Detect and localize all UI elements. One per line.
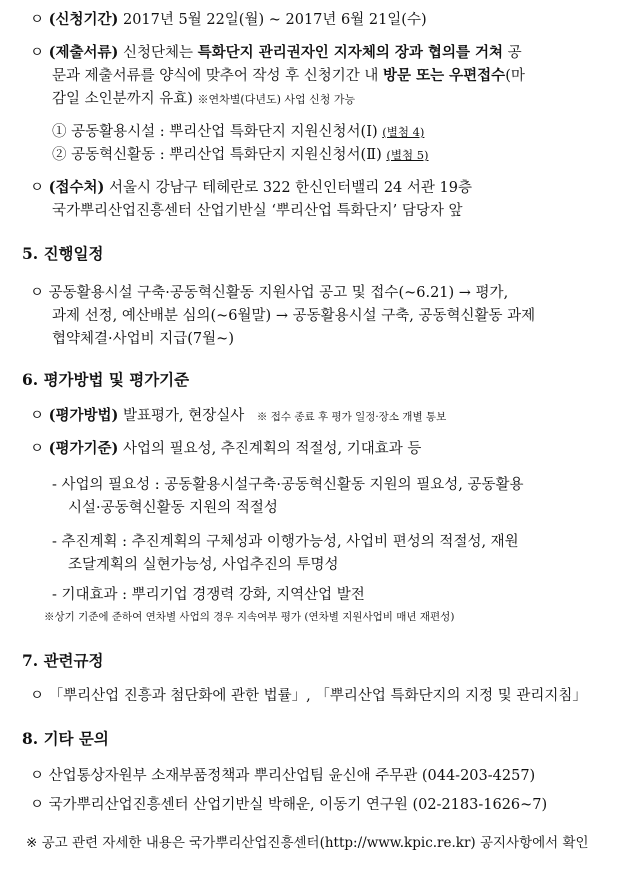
bullet-circle-icon: ㅇ <box>30 768 45 784</box>
reference-mark-icon: ※ <box>26 835 38 851</box>
item-documents-line3: 감일 소인분까지 유효) ※연차별(다년도) 사업 신청 가능 <box>52 91 356 107</box>
bullet-circle-icon: ㅇ <box>30 797 45 813</box>
bullet-circle-icon: ㅇ <box>30 12 45 28</box>
contact-ministry: ㅇ 산업통상자원부 소재부품정책과 뿌리산업팀 윤신애 주무관 (044-203-4257) <box>30 768 536 784</box>
evaluation-method: ㅇ (평가방법) 발표평가, 현장실사 ※ 접수 종료 후 평가 일정·장소 개별 통보 <box>30 407 447 424</box>
schedule-line2: 과제 선정, 예산배분 심의(~6월말) → 공동활용시설 구축, 공동혁신활동 과제 <box>52 308 536 324</box>
criteria-effect: - 기대효과 : 뿌리기업 경쟁력 강화, 지역산업 발전 <box>52 587 365 603</box>
item-label: (신청기간) <box>48 11 119 28</box>
item-text: 2017년 5월 22일(월) ~ 2017년 6월 21일(수) <box>122 12 427 28</box>
item-submission-place-line1: ㅇ (접수처) 서울시 강남구 테헤란로 322 한신인터밸리 24 서관 19층 <box>30 179 472 196</box>
section-heading-regulations: 7. 관련규정 <box>22 651 104 670</box>
regulations-item: ㅇ 「뿌리산업 진흥과 첨단화에 관한 법률」, 「뿌리산업 특화단지의 지정 및 관리지침」 <box>30 688 587 704</box>
criteria-footnote: ※상기 기준에 준하여 연차별 사업의 경우 지속여부 평가 (연차별 지원사업비 매년 재편성) <box>44 611 455 623</box>
bullet-circle-icon: ㅇ <box>30 45 45 61</box>
schedule-line1: ㅇ 공동활용시설 구축·공동혁신활동 지원사업 공고 및 접수(~6.21) → 평가, <box>30 285 509 301</box>
sub-item-joint-facility: ① 공동활용시설 : 뿌리산업 특화단지 지원신청서(Ⅰ) (별첨 4) <box>52 124 425 140</box>
criteria-necessity-line1: - 사업의 필요성 : 공동활용시설구축·공동혁신활동 지원의 필요성, 공동활용 <box>52 477 524 493</box>
item-documents-line1: ㅇ (제출서류) 신청단체는 특화단지 관리권자인 지자체의 장과 협의를 거쳐 공 <box>30 44 522 61</box>
item-submission-place-line2: 국가뿌리산업진흥센터 산업기반실 ‘뿌리산업 특화단지’ 담당자 앞 <box>52 203 463 219</box>
bullet-circle-icon: ㅇ <box>30 688 45 704</box>
item-label: (제출서류) <box>48 44 119 61</box>
item-application-period <box>30 10 427 30</box>
section-heading-inquiries: 8. 기타 문의 <box>22 729 109 748</box>
bullet-circle-icon: ㅇ <box>30 285 45 301</box>
section-heading-evaluation: 6. 평가방법 및 평가기준 <box>22 370 190 389</box>
bullet-circle-icon: ㅇ <box>30 441 45 457</box>
final-note: ※ 공고 관련 자세한 내용은 국가뿌리산업진흥센터(http://www.kpic.re.kr) 공지사항에서 확인 <box>26 835 589 851</box>
evaluation-criteria: ㅇ (평가기준) 사업의 필요성, 추진계획의 적절성, 기대효과 등 <box>30 440 422 457</box>
criteria-plan-line1: - 추진계획 : 추진계획의 구체성과 이행가능성, 사업비 편성의 적절성, 재원 <box>52 534 519 550</box>
schedule-line3: 협약체결·사업비 지급(7월~) <box>52 331 234 347</box>
attachment-link[interactable]: (별첨 4) <box>382 125 425 139</box>
bullet-circle-icon: ㅇ <box>30 408 45 424</box>
criteria-plan-line2: 조달계획의 실현가능성, 사업추진의 투명성 <box>68 557 339 573</box>
item-label: (평가기준) <box>48 440 119 457</box>
item-documents-line2: 문과 제출서류를 양식에 맞추어 작성 후 신청기간 내 방문 또는 우편접수(마 <box>52 67 525 84</box>
criteria-necessity-line2: 시설·공동혁신활동 지원의 적절성 <box>68 500 278 516</box>
item-label: (평가방법) <box>48 407 119 424</box>
bullet-circle-icon: ㅇ <box>30 180 45 196</box>
section-heading-schedule: 5. 진행일정 <box>22 244 104 263</box>
sub-item-joint-innovation: ② 공동혁신활동 : 뿌리산업 특화단지 지원신청서(Ⅱ) (별첨 5) <box>52 147 429 163</box>
attachment-link[interactable]: (별첨 5) <box>386 148 429 162</box>
contact-kpic: ㅇ 국가뿌리산업진흥센터 산업기반실 박해운, 이동기 연구원 (02-2183-1626~7) <box>30 797 548 813</box>
item-label: (접수처) <box>48 179 105 196</box>
